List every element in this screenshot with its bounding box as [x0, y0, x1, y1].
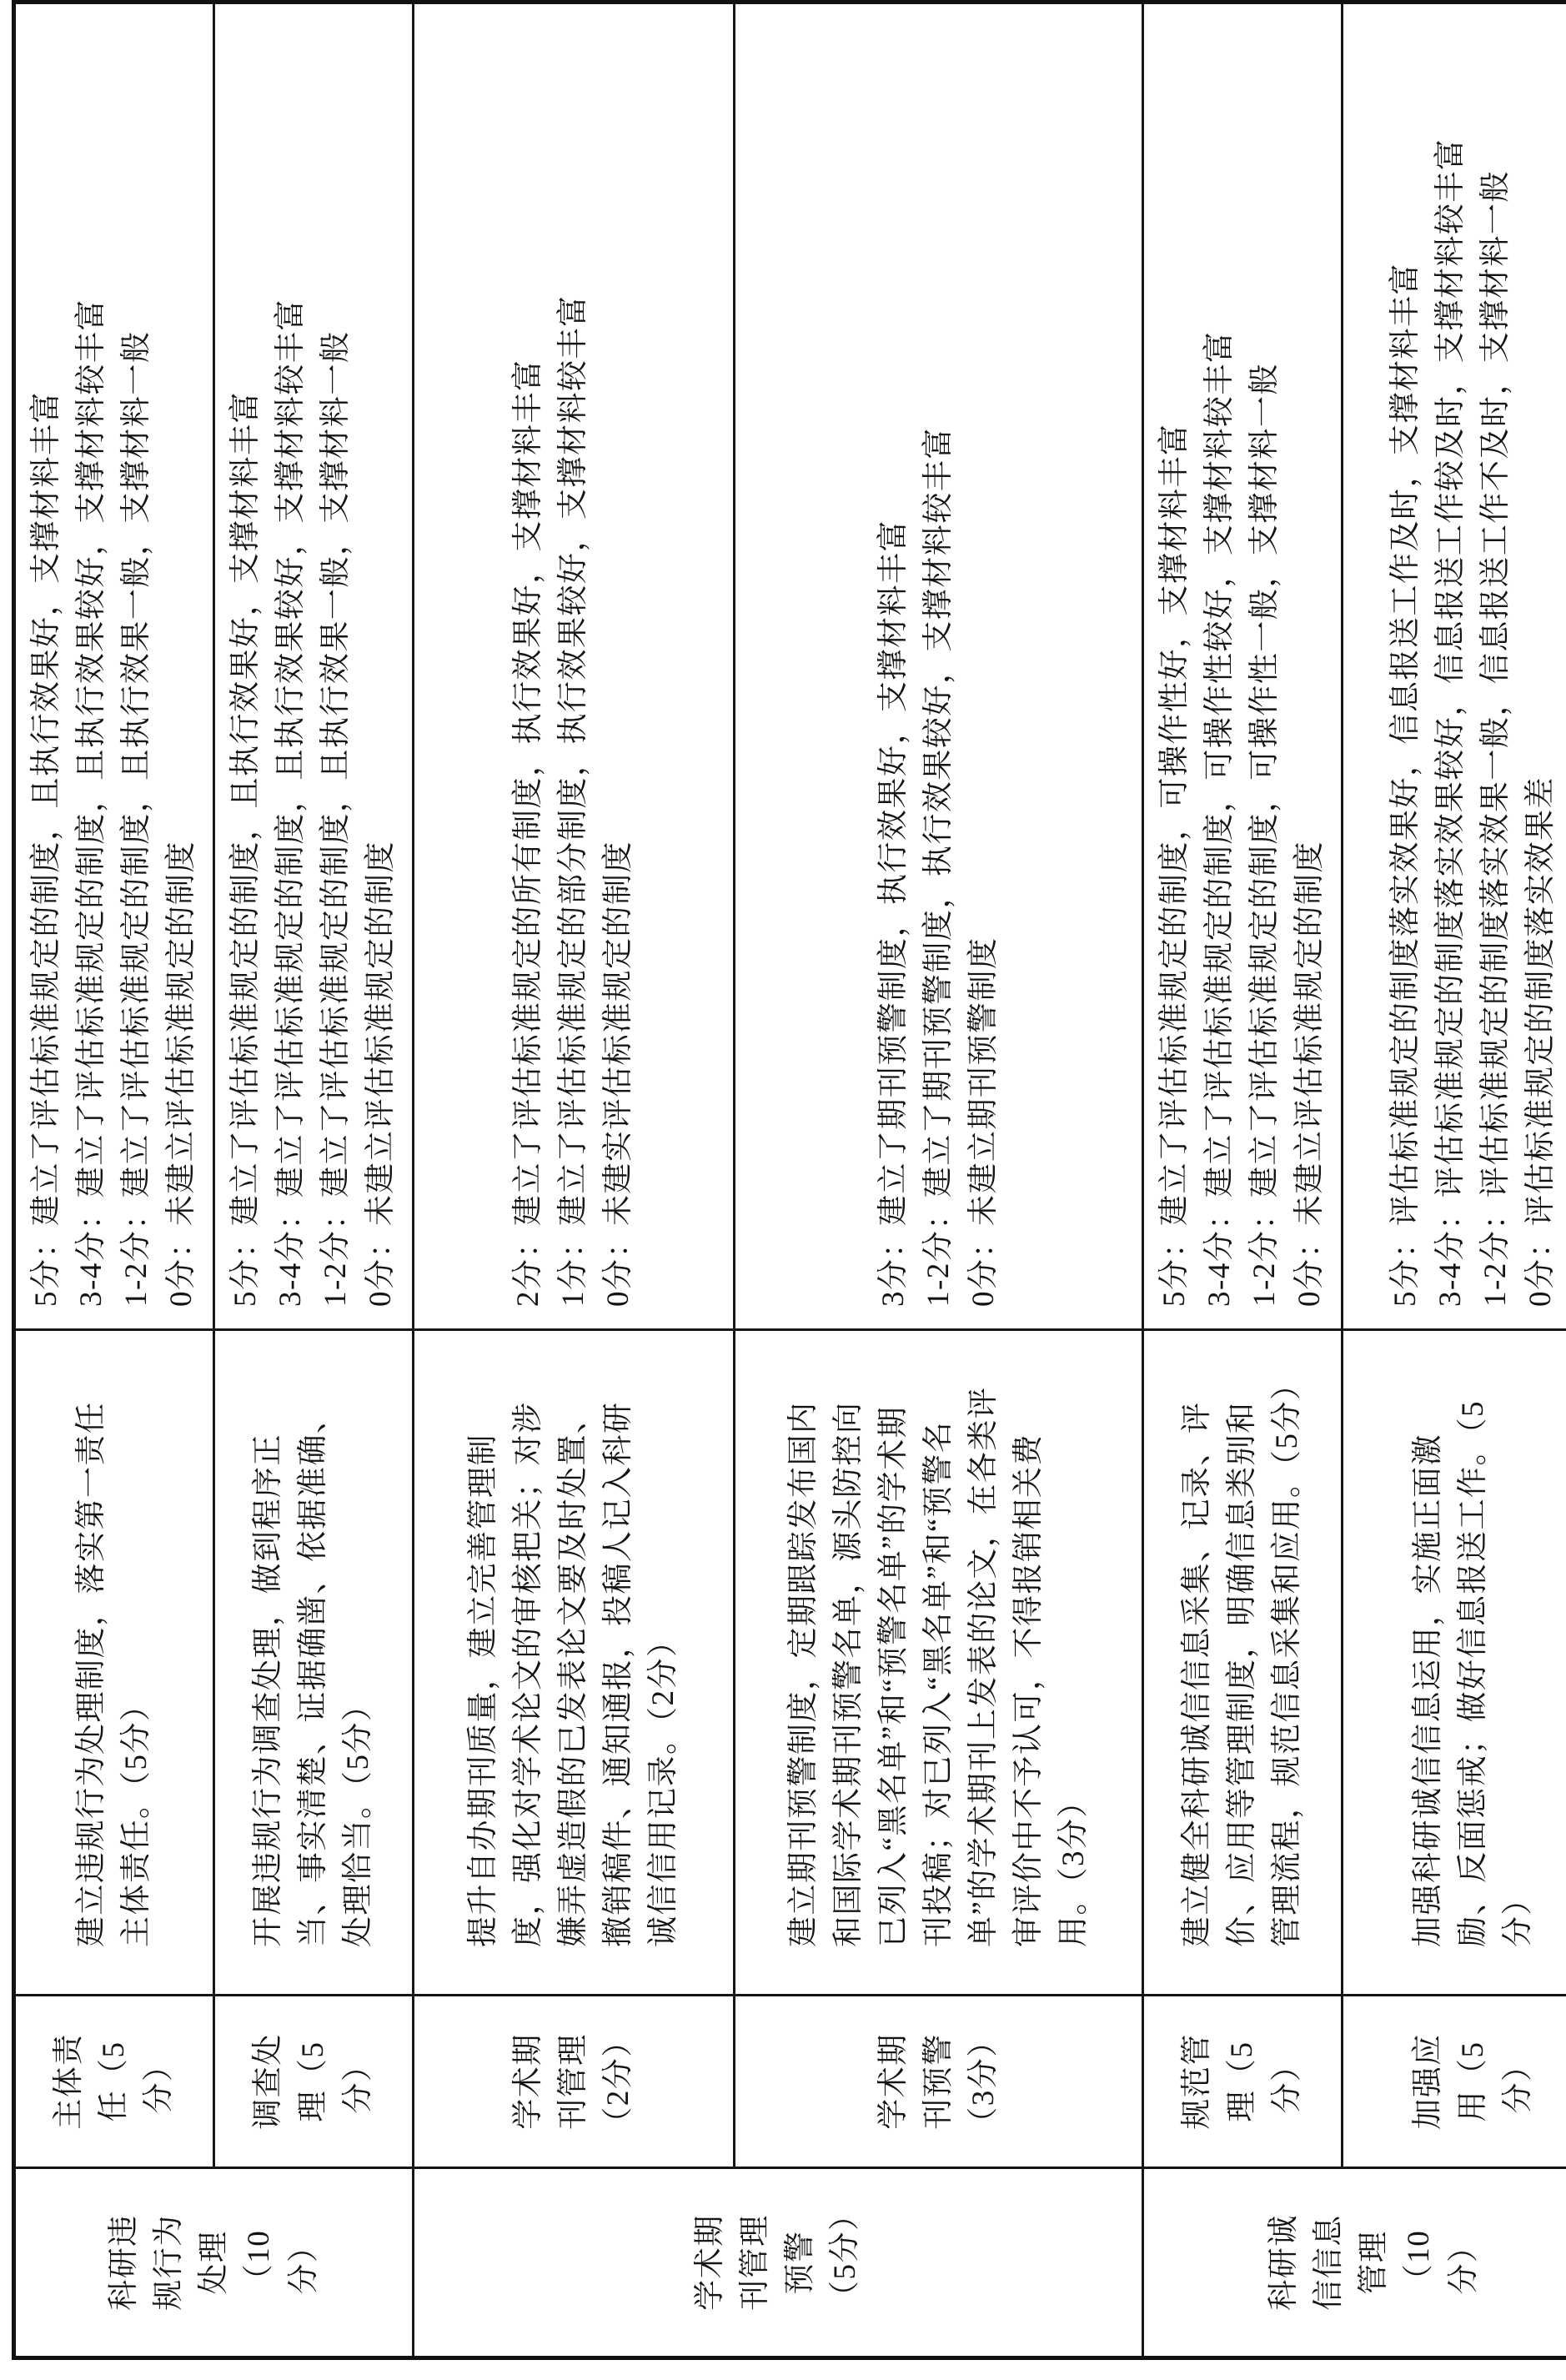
table-row: [14, 3, 214, 2358]
criteria-line: 3-4分：评估标准规定的制度落实效果较好，信息报送工作较及时，支撑材料较丰富: [1433, 138, 1468, 1307]
criteria-line: 1-2分：评估标准规定的制度落实效果一般，信息报送工作不及时，支撑材料一般: [1478, 170, 1513, 1307]
description-text: 开展违规行为调查处理，做到程序正当、事实清楚、证据确凿、依据准确、处理恰当。（5分）: [251, 1401, 375, 1947]
subitem-cell: [414, 1996, 735, 2168]
criteria-line: 5分：建立了评估标准规定的制度，且执行效果好，支撑材料丰富: [29, 391, 63, 1307]
criteria-line: 1-2分：建立了评估标准规定的制度，且执行效果一般，支撑材料一般: [119, 330, 153, 1307]
subitem-cell: [14, 1996, 214, 2168]
table-row: [1143, 3, 1343, 2358]
criteria-line: 5分：评估标准规定的制度落实效果好，信息报送工作及时，支撑材料丰富: [1388, 263, 1423, 1307]
criteria-line: 3-4分：建立了评估标准规定的制度，且执行效果较好，支撑材料较丰富: [74, 299, 108, 1307]
criteria-cell: [14, 3, 214, 1330]
description-cell: [1143, 1330, 1343, 1996]
criteria-cell: [1343, 3, 1566, 1330]
criteria-line: 1分：建立了评估标准规定的部分制度，执行效果较好，支撑材料较丰富: [556, 294, 590, 1307]
criteria-line: 0分：未建立期刊预警制度: [966, 936, 1001, 1307]
criteria-cell: [735, 3, 1143, 1330]
criteria-line: 0分：未建立评估标准规定的制度: [364, 841, 398, 1307]
criteria-cell: [214, 3, 414, 1330]
criteria-line: 0分：未建实评估标准规定的制度: [601, 841, 635, 1307]
table-row: [214, 3, 414, 2358]
category-cell-violation-handling: [14, 2168, 414, 2358]
description-text: 加强科研诚信信息运用，实施正面激励、反面惩戒；做好信息报送工作。（5分）: [1411, 1400, 1535, 1947]
description-cell: [735, 1330, 1143, 1996]
criteria-line: 0分：未建立评估标准规定的制度: [164, 841, 198, 1307]
criteria-line: 2分：建立了评估标准规定的所有制度，执行效果好，支撑材料丰富: [511, 359, 545, 1307]
criteria-line: 0分：未建立评估标准规定的制度: [1292, 841, 1327, 1307]
criteria-line: 1-2分：建立了期刊预警制度，执行效果较好，支撑材料较丰富: [921, 427, 956, 1307]
description-cell: [1343, 1330, 1566, 1996]
category-label: 科研诚信信息管理（10分）: [1266, 2214, 1481, 2311]
subitem-cell: [214, 1996, 414, 2168]
subitem-label: 规范管理（5分）: [1180, 2033, 1304, 2130]
subitem-label: 加强应用（5分）: [1411, 2033, 1535, 2130]
subitem-label: 学术期刊管理（2分）: [511, 2025, 635, 2138]
category-cell-journal-warning: [414, 2168, 1143, 2358]
criteria-line: 3-4分：建立了评估标准规定的制度，可操作性较好，支撑材料较丰富: [1202, 330, 1237, 1307]
subitem-label: 主体责任（5分）: [52, 2033, 176, 2130]
criteria-line: 3-4分：建立了评估标准规定的制度，且执行效果较好，支撑材料较丰富: [274, 299, 308, 1307]
description-cell: [414, 1330, 735, 1996]
category-cell-integrity-info: [1143, 2168, 1566, 2358]
description-text: 提升自办期刊质量，建立完善管理制度，强化对学术论文的审核把关；对涉嫌弄虚造假的已发表论文要及时处置、撤销稿件、通知通报，投稿人记入科研诚信信用记录。（2分）: [466, 1401, 680, 1947]
criteria-line: 1-2分：建立了评估标准规定的制度，且执行效果一般，支撑材料一般: [319, 330, 353, 1307]
criteria-line: 5分：建立了评估标准规定的制度，且执行效果好，支撑材料丰富: [228, 391, 263, 1307]
category-label: 学术期刊管理预警（5分）: [693, 2198, 862, 2312]
criteria-line: 0分：评估标准规定的制度落实效果差: [1523, 776, 1558, 1307]
description-text: 建立期刊预警制度，定期跟踪发布国内和国际学术期刊预警名单，源头防控向已列入“黑名单”和“预警名单”的学术期刊投稿；对已列入“黑名单”和“预警名单”的学术期刊上发表的论文，在各类评审评价中不予认可，不得报销相关费用。（3分）: [786, 1386, 1091, 1947]
criteria-line: 5分：建立了评估标准规定的制度，可操作性好，支撑材料丰富: [1157, 423, 1192, 1307]
description-cell: [214, 1330, 414, 1996]
subitem-cell: [1143, 1996, 1343, 2168]
subitem-label: 调查处理（5分）: [251, 2033, 375, 2130]
subitem-cell: [1343, 1996, 1566, 2168]
criteria-line: 1-2分：建立了评估标准规定的制度，可操作性一般，支撑材料一般: [1247, 363, 1282, 1307]
description-text: 建立违规行为处理制度，落实第一责任主体责任。（5分）: [74, 1401, 153, 1947]
criteria-line: 3分：建立了期刊预警制度，执行效果好，支撑材料丰富: [876, 520, 911, 1307]
criteria-cell: [1143, 3, 1343, 1330]
evaluation-rubric-table: [12, 0, 1566, 2360]
criteria-cell: [414, 3, 735, 1330]
table-row: [1343, 3, 1566, 2358]
table-row: [414, 3, 735, 2358]
category-label: 科研违规行为处理（10分）: [106, 2214, 321, 2311]
description-cell: [14, 1330, 214, 1996]
table-row: [735, 3, 1143, 2358]
subitem-label: 学术期刊预警（3分）: [876, 2025, 1001, 2138]
subitem-cell: [735, 1996, 1143, 2168]
description-text: 建立健全科研诚信信息采集、记录、评价、应用等管理制度，明确信息类别和管理流程，规范信息采集和应用。（5分）: [1180, 1368, 1304, 1947]
